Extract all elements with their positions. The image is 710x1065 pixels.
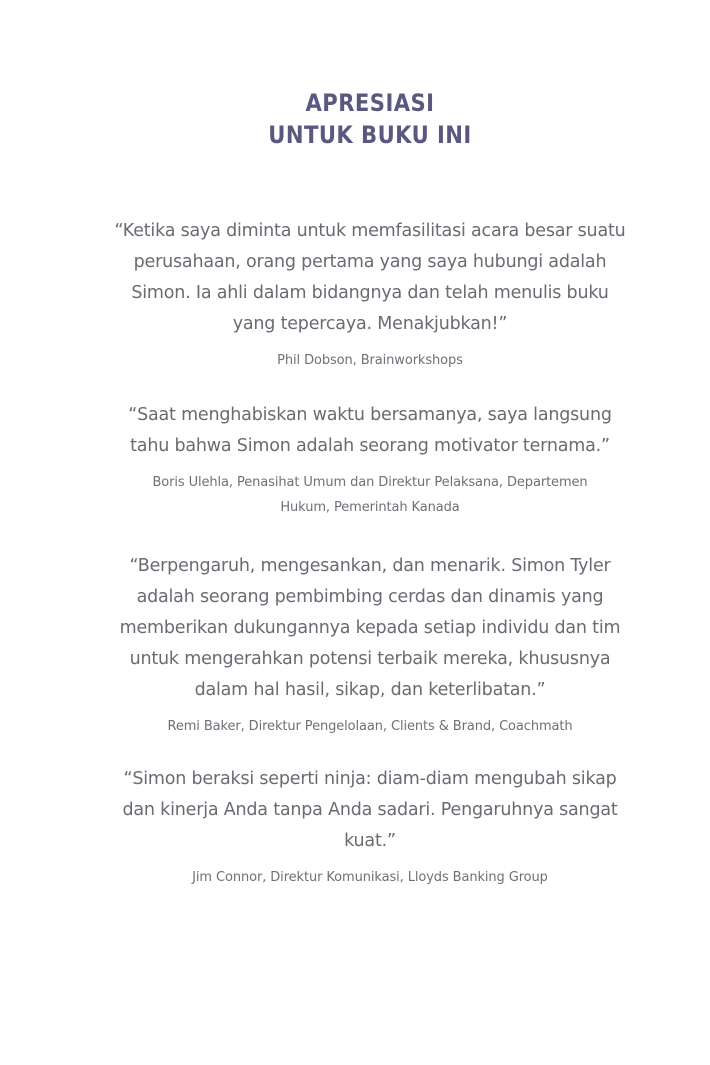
testimonial-author bbox=[95, 348, 645, 373]
quote-line: yang tepercaya. Menakjubkan!” bbox=[232, 314, 508, 334]
quote-line: untuk mengerahkan potensi terbaik mereka, khususnya bbox=[129, 649, 611, 669]
title-line-2: UNTUK BUKU INI bbox=[268, 121, 472, 149]
author-line: Jim Connor, Direktur Komunikasi, Lloyds Banking Group bbox=[192, 870, 548, 885]
page-title bbox=[44, 87, 695, 151]
title-line-1: APRESIASI bbox=[305, 89, 435, 117]
testimonial-quote bbox=[95, 764, 645, 857]
testimonial-quote bbox=[95, 216, 645, 340]
testimonial-1 bbox=[95, 216, 645, 373]
author-line: Boris Ulehla, Penasihat Umum dan Direktur Pelaksana, Departemen bbox=[152, 475, 588, 490]
author-line: Phil Dobson, Brainworkshops bbox=[277, 353, 463, 368]
testimonial-quote bbox=[95, 400, 645, 462]
quote-line: tahu bahwa Simon adalah seorang motivator ternama.” bbox=[130, 436, 610, 456]
quote-line: dalam hal hasil, sikap, dan keterlibatan.” bbox=[194, 680, 546, 700]
quote-line: “Berpengaruh, mengesankan, dan menarik. Simon Tyler bbox=[129, 556, 611, 576]
testimonial-author bbox=[95, 865, 645, 890]
quote-line: kuat.” bbox=[344, 831, 396, 851]
quote-line: perusahaan, orang pertama yang saya hubungi adalah bbox=[133, 252, 607, 272]
testimonial-author bbox=[95, 470, 645, 520]
testimonial-2 bbox=[95, 400, 645, 520]
quote-line: “Saat menghabiskan waktu bersamanya, saya langsung bbox=[128, 405, 612, 425]
testimonial-3 bbox=[95, 551, 645, 739]
quote-line: “Simon beraksi seperti ninja: diam-diam mengubah sikap bbox=[123, 769, 617, 789]
author-line: Hukum, Pemerintah Kanada bbox=[280, 500, 460, 515]
testimonial-quote bbox=[95, 551, 645, 706]
testimonial-author bbox=[95, 714, 645, 739]
quote-line: dan kinerja Anda tanpa Anda sadari. Pengaruhnya sangat bbox=[122, 800, 618, 820]
author-line: Remi Baker, Direktur Pengelolaan, Clients & Brand, Coachmath bbox=[167, 719, 573, 734]
quote-line: adalah seorang pembimbing cerdas dan dinamis yang bbox=[136, 587, 604, 607]
quote-line: Simon. Ia ahli dalam bidangnya dan telah menulis buku bbox=[131, 283, 609, 303]
quote-line: memberikan dukungannya kepada setiap individu dan tim bbox=[119, 618, 621, 638]
testimonial-4 bbox=[95, 764, 645, 890]
quote-line: “Ketika saya diminta untuk memfasilitasi acara besar suatu bbox=[114, 221, 626, 241]
